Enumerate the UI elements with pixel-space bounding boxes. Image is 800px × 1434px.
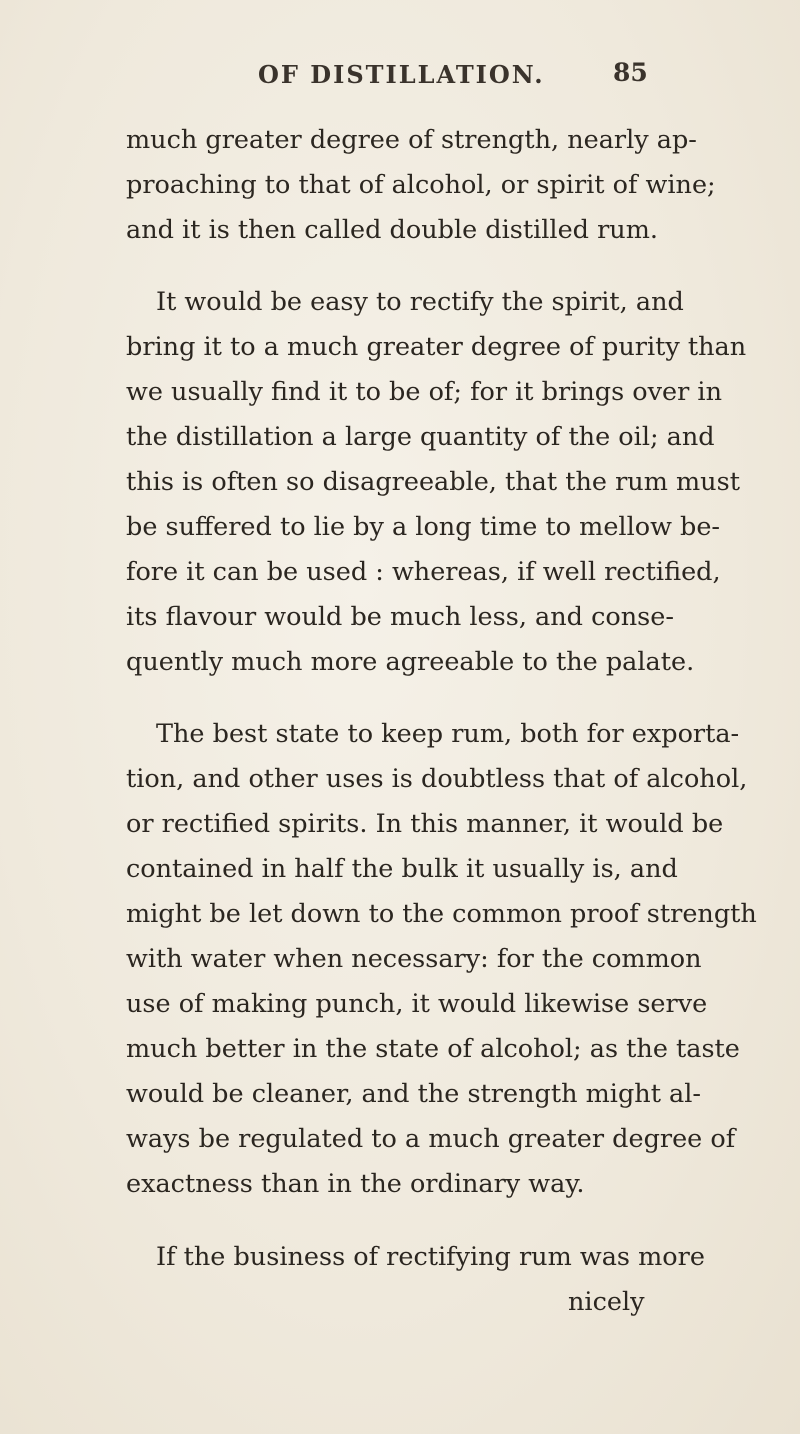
text-line: its flavour would be much less, and conse- [126,602,674,632]
text-line: much greater degree of strength, nearly ap- [126,125,697,155]
text-line: quently much more agreeable to the palate. [126,647,695,677]
text-line: The best state to keep rum, both for exporta- [156,719,740,749]
text-line: with water when necessary: for the common [126,944,702,974]
text-line: would be cleaner, and the strength might al- [126,1079,702,1109]
text-line: contained in half the bulk it usually is, and [126,854,678,884]
text-line: proaching to that of alcohol, or spirit of wine; [126,170,716,200]
page-number: 85 [613,58,648,87]
text-line: fore it can be used : whereas, if well rectified, [126,557,721,587]
running-header [0,58,800,98]
text-line: and it is then called double distilled rum. [126,215,658,245]
text-line: exactness than in the ordinary way. [126,1169,585,1199]
text-line: ways be regulated to a much greater degree of [126,1124,736,1154]
text-line: use of making punch, it would likewise serve [126,989,708,1019]
text-line: the distillation a large quantity of the oil; and [126,422,715,452]
catchword: nicely [568,1287,645,1317]
text-line: It would be easy to rectify the spirit, and [156,287,684,317]
text-line: tion, and other uses is doubtless that of alcohol, [126,764,748,794]
running-title: OF DISTILLATION. [258,60,545,89]
text-line: be suffered to lie by a long time to mellow be- [126,512,721,542]
text-line: much better in the state of alcohol; as the taste [126,1034,740,1064]
text-line: or rectified spirits. In this manner, it would be [126,809,724,839]
text-line: bring it to a much greater degree of purity than [126,332,747,362]
text-line: If the business of rectifying rum was more [156,1242,705,1272]
text-line: this is often so disagreeable, that the rum must [126,467,740,497]
text-line: we usually find it to be of; for it brings over in [126,377,722,407]
text-line: might be let down to the common proof strength [126,899,757,929]
